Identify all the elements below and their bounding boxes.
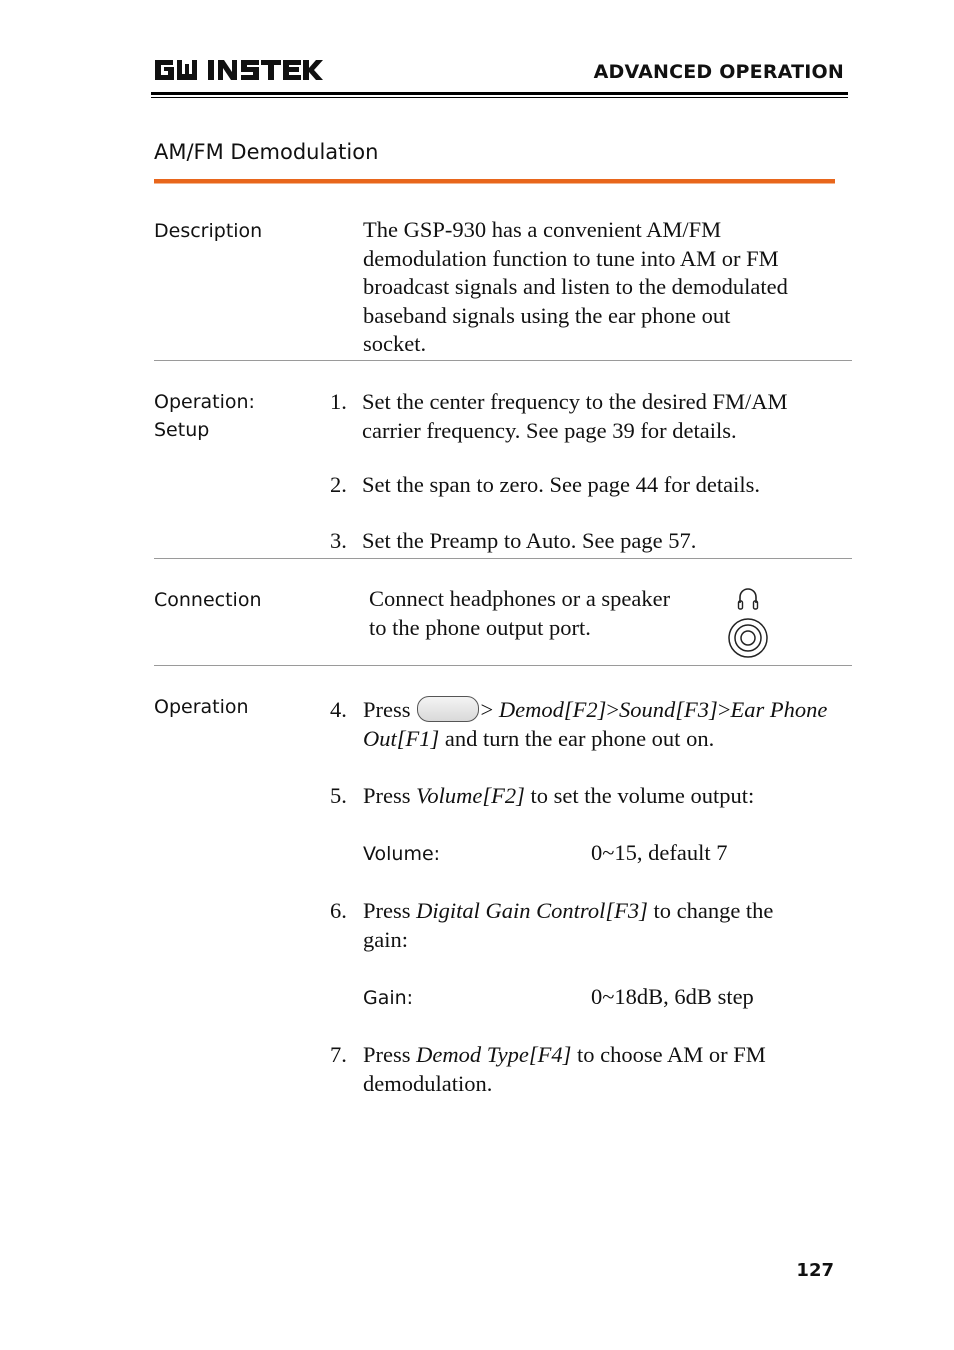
section-name: ADVANCED OPERATION bbox=[593, 61, 844, 83]
volume-param-value: 0~15, default 7 bbox=[591, 840, 728, 865]
softkey-sound[interactable]: Sound[F3] bbox=[619, 697, 718, 722]
step-number: 2. bbox=[330, 472, 347, 497]
operation-label: Operation bbox=[154, 696, 249, 718]
setup-step-1 bbox=[362, 388, 852, 445]
operation-step-5 bbox=[363, 782, 853, 811]
setup-step-3: Set the Preamp to Auto. See page 57. bbox=[362, 528, 697, 553]
separator: > bbox=[717, 697, 731, 722]
connection-label: Connection bbox=[154, 589, 262, 611]
description-line: demodulation function to tune into AM or FM bbox=[363, 245, 779, 271]
step-text: demodulation. bbox=[363, 1070, 493, 1096]
page-title: AM/FM Demodulation bbox=[154, 140, 379, 164]
softkey-ear-phone-out[interactable]: Out[F1] bbox=[363, 725, 440, 751]
softkey-ear-phone[interactable]: Ear Phone bbox=[730, 697, 828, 722]
headphone-icon bbox=[736, 586, 760, 612]
connection-text bbox=[369, 585, 719, 642]
step-text: Set the center frequency to the desired FM/AM bbox=[362, 389, 788, 414]
step-text: carrier frequency. See page 39 for details. bbox=[362, 417, 737, 443]
divider bbox=[154, 360, 852, 361]
step-number: 1. bbox=[330, 389, 347, 414]
description-line: broadcast signals and listen to the demodulated bbox=[363, 274, 788, 299]
gw-instek-logo bbox=[153, 43, 325, 84]
description-line: socket. bbox=[363, 331, 427, 356]
title-underline-shadow bbox=[154, 183, 835, 184]
step-text: to set the volume output: bbox=[530, 783, 755, 808]
softkey-volume[interactable]: Volume[F2] bbox=[416, 783, 525, 808]
operation-step-4 bbox=[363, 696, 853, 753]
step-text: Press bbox=[363, 898, 411, 923]
step-text: to choose AM or FM bbox=[576, 1042, 766, 1067]
setup-label bbox=[154, 388, 255, 444]
connection-line: Connect headphones or a speaker bbox=[369, 586, 671, 611]
operation-step-6 bbox=[363, 897, 853, 954]
softkey-demod[interactable]: Demod[F2] bbox=[498, 697, 607, 722]
step-number: 6. bbox=[330, 898, 347, 923]
softkey-digital-gain[interactable]: Digital Gain Control[F3] bbox=[416, 898, 648, 923]
separator: > bbox=[480, 697, 494, 722]
step-text: gain: bbox=[363, 926, 408, 952]
divider bbox=[154, 665, 852, 666]
operation-step-7 bbox=[363, 1041, 853, 1098]
setup-label-line1: Operation: bbox=[154, 391, 255, 413]
page-number: 127 bbox=[796, 1260, 834, 1281]
step-number: 5. bbox=[330, 783, 347, 808]
description-line: The GSP-930 has a convenient AM/FM bbox=[363, 217, 722, 242]
step-number: 4. bbox=[330, 697, 347, 722]
header-rule bbox=[151, 92, 848, 95]
front-panel-key-icon[interactable] bbox=[417, 696, 479, 722]
setup-step-2: Set the span to zero. See page 44 for details. bbox=[362, 472, 761, 497]
logo-text: GW INSTEK bbox=[153, 43, 241, 60]
separator: > bbox=[606, 697, 620, 722]
phone-jack-icon[interactable] bbox=[727, 617, 769, 659]
divider bbox=[154, 558, 852, 559]
step-text: Press bbox=[363, 1042, 411, 1067]
step-text: Press bbox=[363, 783, 411, 808]
setup-label-line2: Setup bbox=[154, 419, 210, 441]
step-number: 3. bbox=[330, 528, 347, 553]
description-line: baseband signals using the ear phone out bbox=[363, 302, 731, 328]
step-number: 7. bbox=[330, 1042, 347, 1067]
step-text: to change the bbox=[653, 898, 774, 923]
volume-param-label: Volume: bbox=[363, 843, 441, 865]
connection-line: to the phone output port. bbox=[369, 614, 591, 640]
header-rule-thin bbox=[151, 97, 848, 98]
description-text bbox=[363, 216, 853, 359]
gain-param-value: 0~18dB, 6dB step bbox=[591, 984, 754, 1009]
gain-param-label: Gain: bbox=[363, 987, 414, 1009]
step-text: Press bbox=[363, 697, 411, 722]
description-label: Description bbox=[154, 220, 263, 242]
softkey-demod-type[interactable]: Demod Type[F4] bbox=[416, 1042, 572, 1067]
step-text: and turn the ear phone out on. bbox=[444, 725, 715, 751]
